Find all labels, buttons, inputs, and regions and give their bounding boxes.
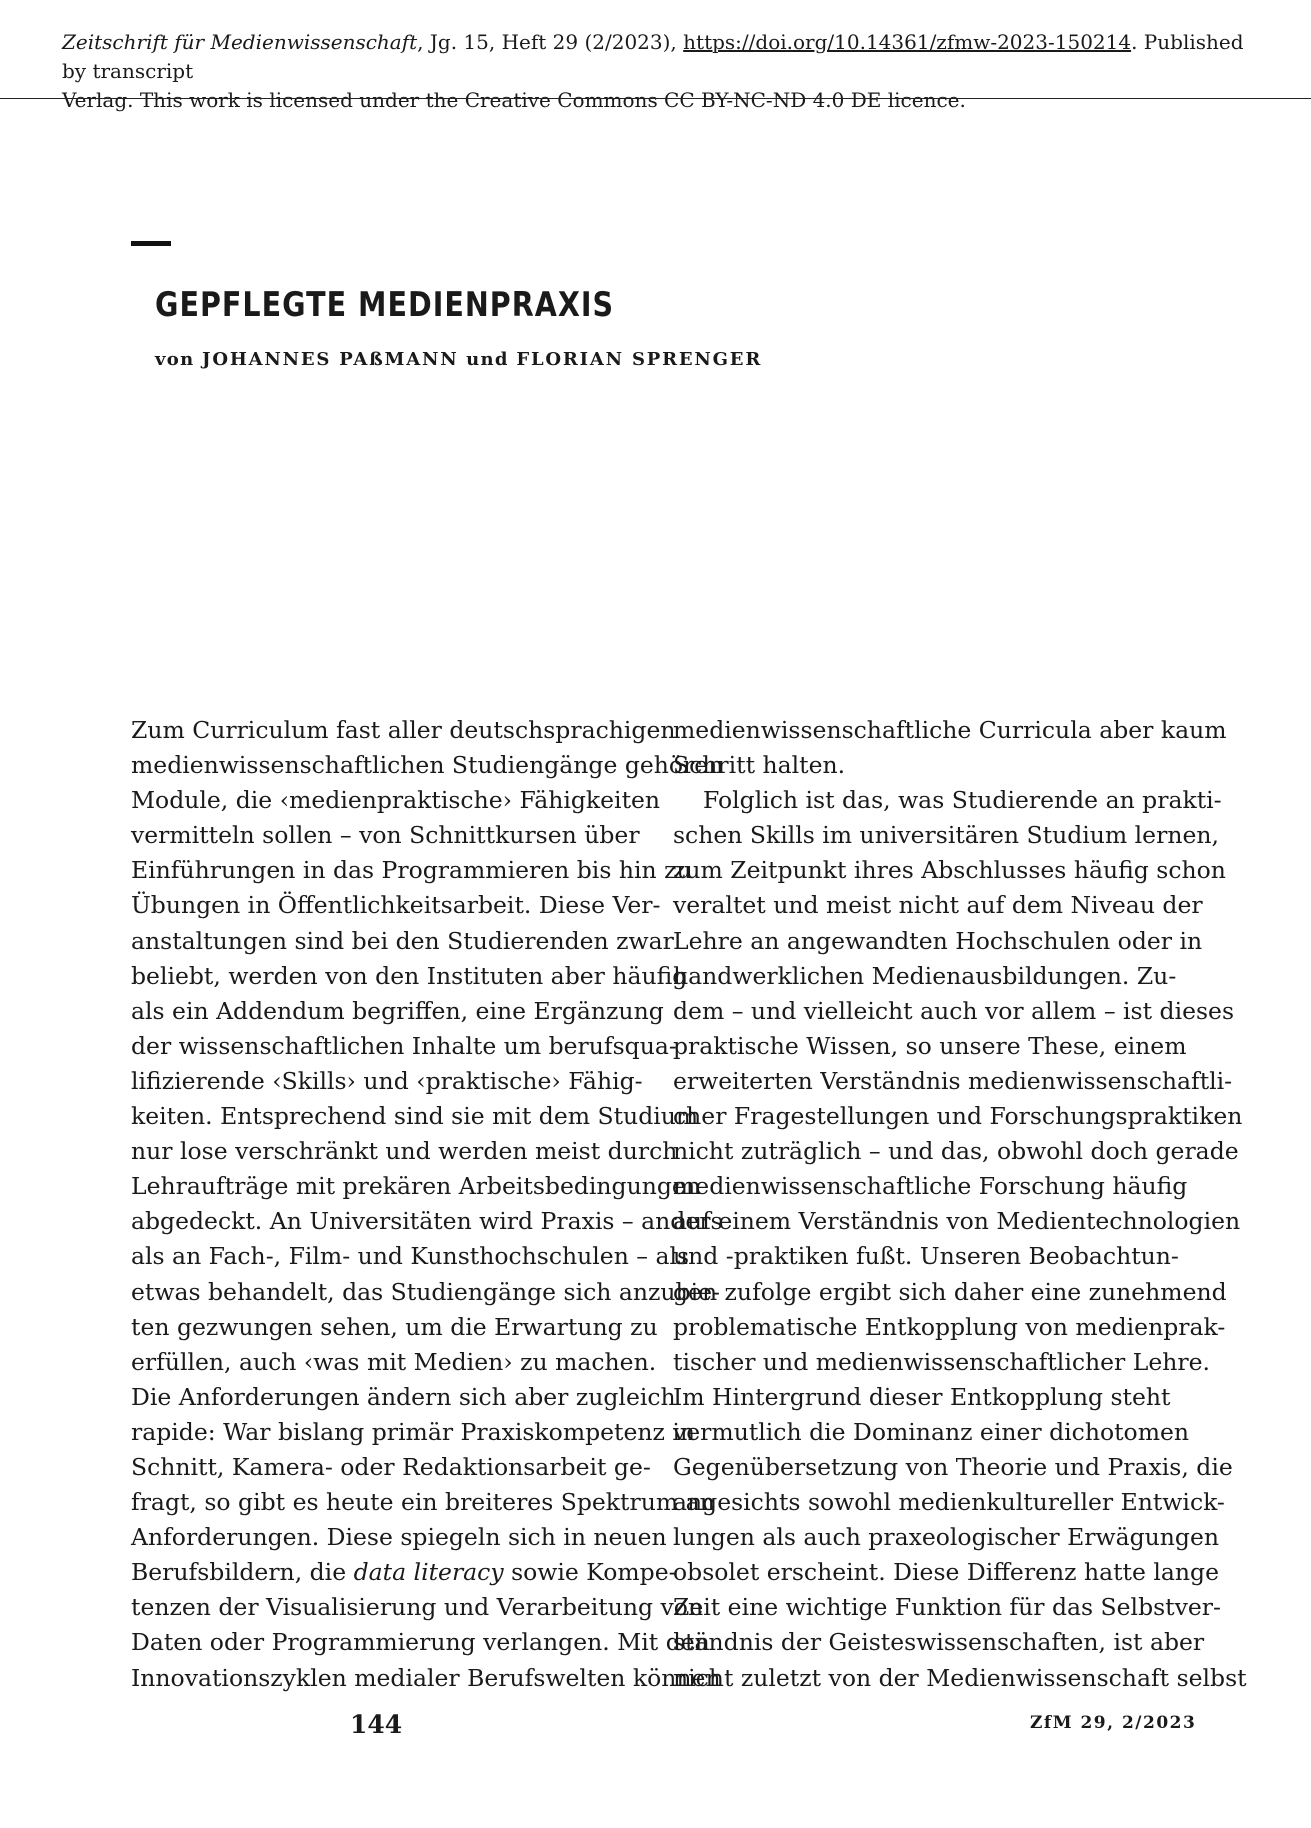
text-line: obsolet erscheint. Diese Differenz hatte lange [673, 1558, 1219, 1587]
article-title: GEPFLEGTE MEDIENPRAXIS [155, 285, 615, 325]
text-line: cher Fragestellungen und Forschungspraktiken [673, 1102, 1243, 1131]
text-line: nicht zuträglich – und das, obwohl doch gerade [673, 1137, 1239, 1166]
header-divider [0, 98, 1311, 99]
citation-header [62, 28, 1252, 115]
text-line: dem – und vielleicht auch vor allem – ist dieses [673, 996, 1235, 1025]
text-line: ten gezwungen sehen, um die Erwartung zu [131, 1312, 658, 1341]
byline [155, 349, 762, 370]
text-line: schen Skills im universitären Studium lernen, [673, 821, 1219, 850]
text-line: ständnis der Geisteswissenschaften, ist aber [673, 1628, 1205, 1657]
text-line: Module, die ‹medienpraktische› Fähigkeiten [131, 786, 661, 815]
text-line: Daten oder Programmierung verlangen. Mit den [131, 1628, 710, 1657]
text-fragment: Berufsbildern, die [131, 1558, 354, 1587]
paragraph-start-line: Folglich ist das, was Studierende an prakti- [703, 786, 1222, 815]
text-line: und -praktiken fußt. Unseren Beobachtun- [673, 1242, 1179, 1271]
text-line: angesichts sowohl medienkultureller Entwick- [673, 1488, 1225, 1517]
text-line: lungen als auch praxeologischer Erwägungen [673, 1523, 1220, 1552]
text-line: Einführungen in das Programmieren bis hin zu [131, 856, 692, 885]
journal-name: Zeitschrift für Medienwissenschaft [62, 30, 418, 54]
text-line: Schritt halten. [673, 751, 846, 780]
author-2: FLORIAN SPRENGER [516, 349, 763, 370]
text-line: auf einem Verständnis von Medientechnologien [673, 1207, 1241, 1236]
text-line: tenzen der Visualisierung und Verarbeitung von [131, 1593, 704, 1622]
publisher-text: . Published by transcript [62, 30, 1244, 83]
text-line: Innovationszyklen medialer Berufswelten können [131, 1663, 721, 1692]
body-column-left [131, 713, 724, 1696]
text-line: handwerklichen Medienausbildungen. Zu- [673, 961, 1177, 990]
text-line: keiten. Entsprechend sind sie mit dem Studium [131, 1102, 699, 1131]
text-fragment: sowie Kompe- [503, 1558, 677, 1587]
text-line: Zum Curriculum fast aller deutschsprachigen [131, 716, 676, 744]
text-line: medienwissenschaftliche Forschung häufig [673, 1172, 1188, 1201]
text-line: vermitteln sollen – von Schnittkursen über [131, 821, 640, 850]
text-line: Zeit eine wichtige Funktion für das Selbstver- [673, 1593, 1221, 1622]
text-line: als ein Addendum begriffen, eine Ergänzung [131, 996, 664, 1025]
byline-und: und [466, 349, 509, 370]
text-line: Schnitt, Kamera- oder Redaktionsarbeit ge- [131, 1452, 651, 1481]
body-column-right [673, 713, 1247, 1696]
text-line: zum Zeitpunkt ihres Abschlusses häufig schon [673, 856, 1226, 885]
text-line: nicht zuletzt von der Medienwissenschaft selbst [673, 1663, 1247, 1692]
text-line: tischer und medienwissenschaftlicher Lehre. [673, 1347, 1211, 1376]
byline-von: von [155, 349, 195, 370]
text-line: problematische Entkopplung von medienprak- [673, 1312, 1226, 1341]
text-line: gen zufolge ergibt sich daher eine zunehmend [673, 1277, 1227, 1306]
text-line: Übungen in Öffentlichkeitsarbeit. Diese Ver- [131, 891, 661, 920]
text-line: beliebt, werden von den Instituten aber häufig [131, 961, 688, 990]
text-line: etwas behandelt, das Studiengänge sich anzubie- [131, 1277, 720, 1306]
text-line: lifizierende ‹Skills› und ‹praktische› Fähig- [131, 1066, 643, 1095]
text-line: fragt, so gibt es heute ein breiteres Spektrum an [131, 1488, 715, 1517]
text-line: veraltet und meist nicht auf dem Niveau der [673, 891, 1203, 920]
emphasis-data-literacy: data literacy [353, 1558, 504, 1587]
page-number: 144 [350, 1710, 403, 1739]
text-line: erweiterten Verständnis medienwissenschaftli- [673, 1066, 1233, 1095]
text-line: Lehraufträge mit prekären Arbeitsbedingungen [131, 1172, 701, 1201]
text-line: medienwissenschaftliche Curricula aber kaum [673, 716, 1227, 744]
text-line: rapide: War bislang primär Praxiskompetenz in [131, 1417, 696, 1446]
license-text: Verlag. This work is licensed under the Creative Commons CC BY-NC-ND 4.0 DE licence. [62, 88, 966, 112]
text-line: nur lose verschränkt und werden meist durch [131, 1137, 678, 1166]
text-line: als an Fach-, Film- und Kunsthochschulen – als [131, 1242, 690, 1271]
text-line: der wissenschaftlichen Inhalte um berufsqua- [131, 1031, 677, 1060]
text-line: Anforderungen. Diese spiegeln sich in neuen [131, 1523, 667, 1552]
doi-link[interactable]: https://doi.org/10.14361/zfmw-2023-150214 [683, 30, 1132, 54]
text-line: medienwissenschaftlichen Studiengänge gehören [131, 751, 724, 780]
issue-info: , Jg. 15, Heft 29 (2/2023), [417, 30, 684, 54]
text-line: Lehre an angewandten Hochschulen oder in [673, 926, 1203, 955]
footer-journal-issue: ZfM 29, 2/2023 [1030, 1713, 1197, 1733]
title-dash [131, 241, 171, 246]
text-line: abgedeckt. An Universitäten wird Praxis – anders [131, 1207, 723, 1236]
text-line [131, 1555, 677, 1590]
text-line: erfüllen, auch ‹was mit Medien› zu machen. [131, 1347, 657, 1376]
text-line: Gegenübersetzung von Theorie und Praxis, die [673, 1452, 1233, 1481]
text-line: vermutlich die Dominanz einer dichotomen [673, 1417, 1190, 1446]
text-line: anstaltungen sind bei den Studierenden zwar [131, 926, 674, 955]
text-line: praktische Wissen, so unsere These, einem [673, 1031, 1187, 1060]
text-line: Im Hintergrund dieser Entkopplung steht [673, 1382, 1171, 1411]
text-line: Die Anforderungen ändern sich aber zugleich [131, 1382, 676, 1411]
author-1: JOHANNES PAßMANN [202, 349, 459, 370]
